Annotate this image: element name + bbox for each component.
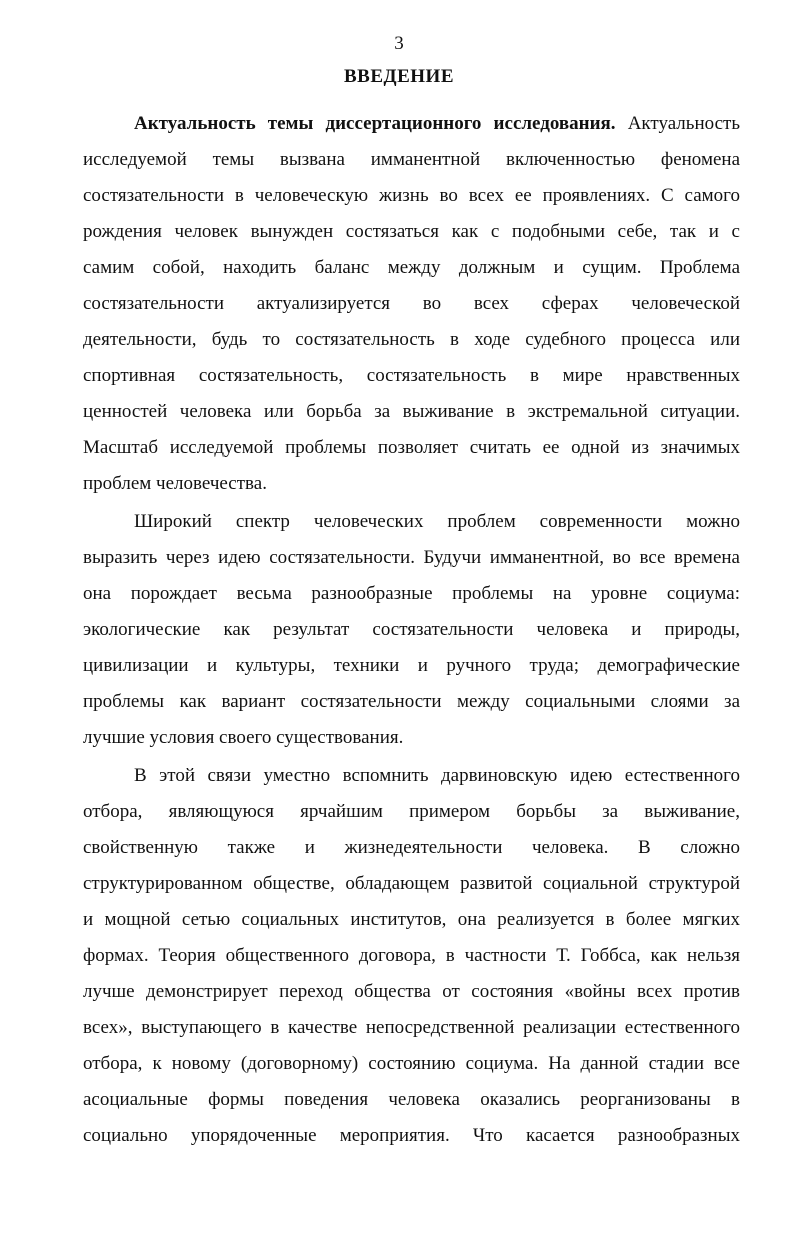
text-line: В этой связи уместно вспомнить дарвиновскую идею естественного — [134, 765, 740, 786]
text-line: цивилизации и культуры, техники и ручного труда; демографические — [83, 655, 740, 676]
text-line: она порождает весьма разнообразные проблемы на уровне социума: — [83, 583, 740, 604]
text-line: экологические как результат состязательности человека и природы, — [83, 619, 740, 640]
text-line: проблемы как вариант состязательности между социальными слоями за — [83, 691, 740, 712]
text-line — [134, 106, 740, 142]
text-line: и мощной сетью социальных институтов, она реализуется в более мягких — [83, 909, 740, 930]
text-line: самим собой, находить баланс между должным и сущим. Проблема — [83, 257, 740, 278]
page-number: 3 — [394, 33, 404, 54]
text-line: лучшие условия своего существования. — [83, 727, 404, 748]
text-line: спортивная состязательность, состязательность в мире нравственных — [83, 365, 740, 386]
text-line: свойственную также и жизнедеятельности человека. В сложно — [83, 837, 740, 858]
text-line: рождения человек вынужден состязаться как с подобными себе, так и с — [83, 221, 740, 242]
text-line: отбора, являющуюся ярчайшим примером борьбы за выживание, — [83, 801, 740, 822]
text-line: асоциальные формы поведения человека оказались реорганизованы в — [83, 1089, 740, 1110]
lead-continuation: Актуальность — [627, 113, 740, 134]
text-line: проблем человечества. — [83, 473, 267, 494]
text-line: ценностей человека или борьба за выживание в экстремальной ситуации. — [83, 401, 740, 422]
text-line: состязательности в человеческую жизнь во всех ее проявлениях. С самого — [83, 185, 740, 206]
bold-lead: Актуальность темы диссертационного исследования. — [134, 113, 616, 134]
text-line: всех», выступающего в качестве непосредственной реализации естественного — [83, 1017, 740, 1038]
text-line: Масштаб исследуемой проблемы позволяет считать ее одной из значимых — [83, 437, 740, 458]
section-heading: ВВЕДЕНИЕ — [344, 66, 454, 87]
text-line: отбора, к новому (договорному) состоянию социума. На данной стадии все — [83, 1053, 740, 1074]
text-line: выразить через идею состязательности. Будучи имманентной, во все времена — [83, 547, 740, 568]
text-line: социально упорядоченные мероприятия. Что касается разнообразных — [83, 1125, 740, 1146]
text-line: Широкий спектр человеческих проблем современности можно — [134, 511, 740, 532]
text-line: структурированном обществе, обладающем развитой социальной структурой — [83, 873, 740, 894]
text-line: формах. Теория общественного договора, в частности Т. Гоббса, как нельзя — [83, 945, 740, 966]
text-line: состязательности актуализируется во всех сферах человеческой — [83, 293, 740, 314]
text-line: исследуемой темы вызвана имманентной включенностью феномена — [83, 149, 740, 170]
text-line: лучше демонстрирует переход общества от состояния «войны всех против — [83, 981, 740, 1002]
text-line: деятельности, будь то состязательность в ходе судебного процесса или — [83, 329, 740, 350]
